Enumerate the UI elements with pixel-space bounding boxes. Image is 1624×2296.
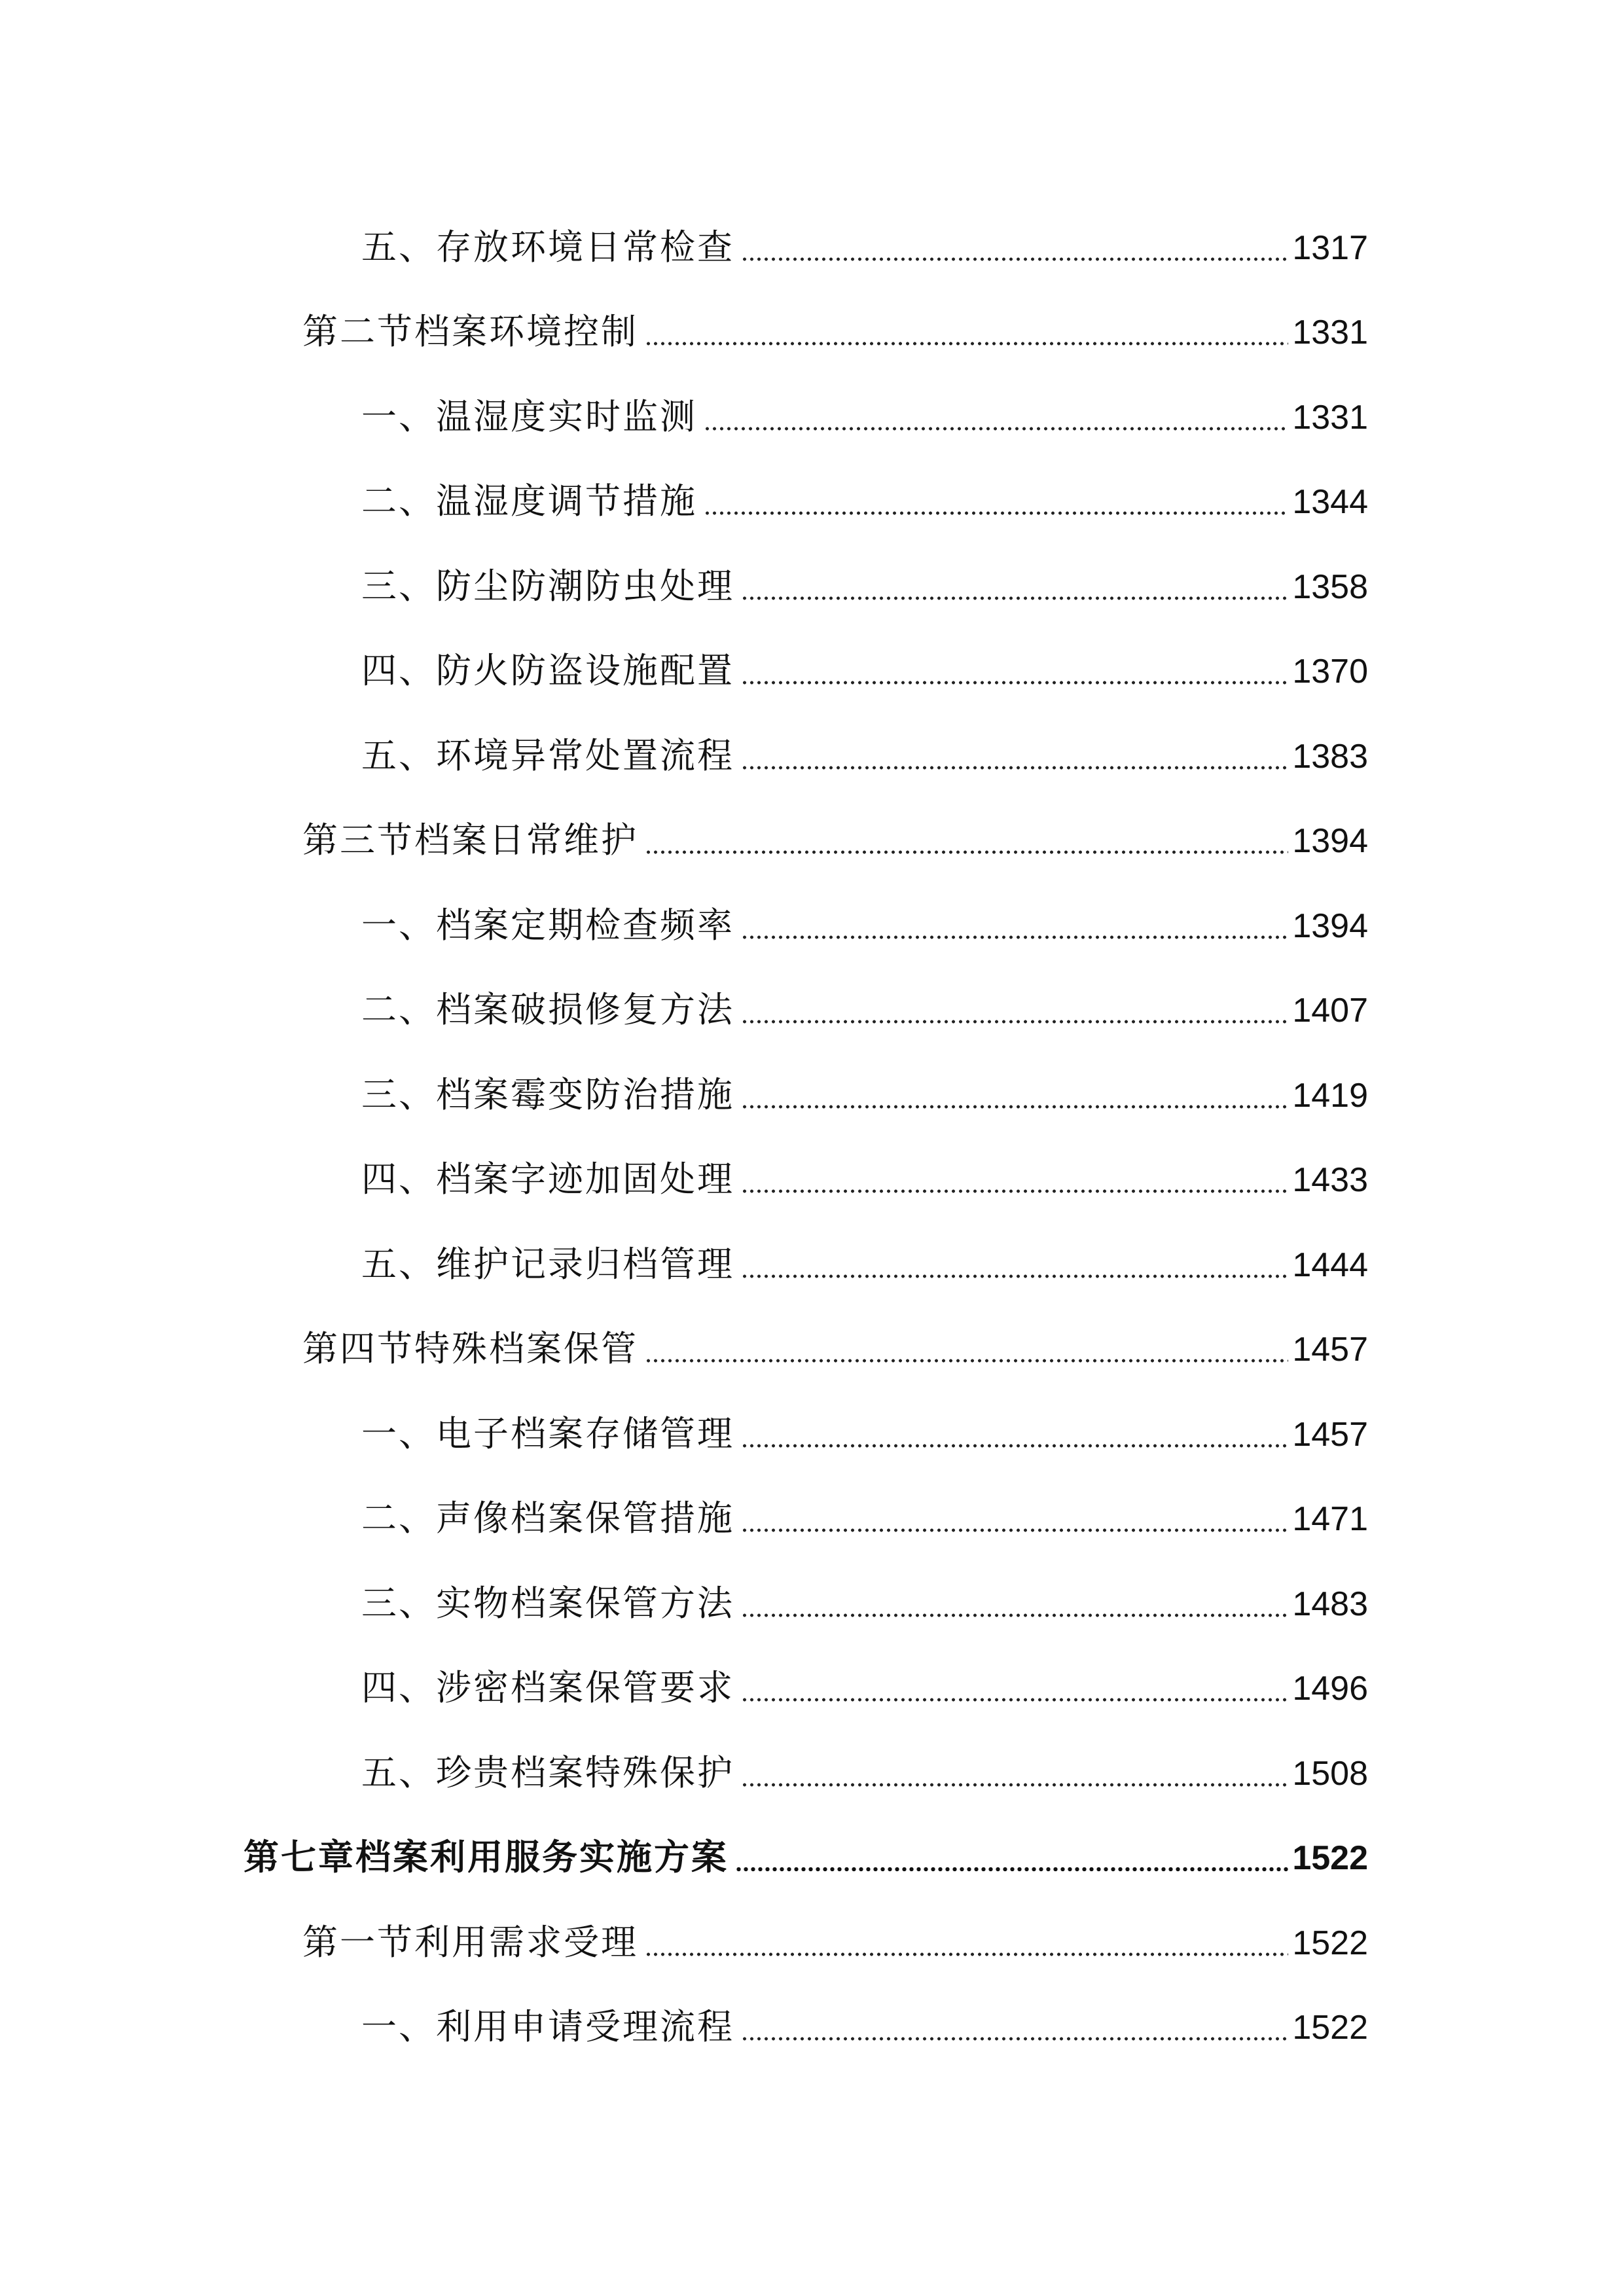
toc-entry-page: 1433 [1292,1161,1368,1199]
toc-dot-leader [741,766,1288,770]
toc-entry-title: 二、档案破损修复方法 [361,989,734,1030]
toc-entry[interactable] [361,884,1368,946]
toc-entry[interactable] [361,1732,1368,1791]
toc-dot-leader [741,2037,1288,2041]
toc-entry-page: 1407 [1292,992,1368,1030]
toc-entry-page: 1394 [1292,907,1368,945]
toc-entry-page: 1457 [1292,1416,1368,1454]
toc-entry[interactable] [361,376,1368,435]
toc-entry-title: 一、档案定期检查频率 [361,905,734,946]
toc-entry-page: 1383 [1292,738,1368,776]
toc-entry-page: 1457 [1292,1331,1368,1369]
toc-entry-title: 五、珍贵档案特殊保护 [361,1752,734,1793]
toc-entry[interactable] [361,715,1368,774]
toc-entry-page: 1317 [1292,229,1368,267]
toc-dot-leader [741,1698,1288,1702]
toc-dot-leader [741,1528,1288,1532]
toc-entry-title: 三、实物档案保管方法 [361,1583,734,1624]
toc-entry-page: 1483 [1292,1585,1368,1623]
toc-entry-title: 五、环境异常处置流程 [361,735,734,776]
toc-dot-leader [741,1613,1288,1617]
toc-entry[interactable] [361,1393,1368,1452]
toc-entry-page: 1394 [1292,822,1368,860]
toc-entry-page: 1496 [1292,1670,1368,1708]
toc-entry-page: 1331 [1292,314,1368,351]
toc-dot-leader [741,1274,1288,1278]
toc-entry-title: 五、存放环境日常检查 [361,226,734,268]
toc-entry-page: 1508 [1292,1755,1368,1793]
toc-entry-title: 第二节档案环境控制 [302,311,638,352]
toc-entry[interactable] [361,545,1368,607]
toc-entry[interactable] [302,799,1368,861]
toc-dot-leader [741,1020,1288,1024]
toc-entry[interactable] [361,1223,1368,1285]
toc-dot-leader [741,1105,1288,1109]
toc-entry[interactable] [302,1308,1368,1367]
toc-entry-page: 1358 [1292,568,1368,606]
toc-entry[interactable] [361,1054,1368,1113]
toc-entry-page: 1419 [1292,1077,1368,1115]
toc-entry-title: 四、涉密档案保管要求 [361,1667,734,1708]
toc-entry-title: 三、档案霉变防治措施 [361,1074,734,1115]
toc-entry-title: 一、温湿度实时监测 [361,396,697,437]
toc-entry-page: 1522 [1292,1839,1368,1877]
toc-dot-leader [735,1867,1288,1871]
toc-dot-leader [741,596,1288,600]
toc-entry-title: 五、维护记录归档管理 [361,1244,734,1285]
toc-dot-leader [645,1952,1288,1956]
toc-entry-title: 一、利用申请受理流程 [361,2006,734,2047]
toc-entry-page: 1522 [1292,2009,1368,2047]
toc-entry-title: 三、防尘防潮防虫处理 [361,565,734,607]
toc-entry-title: 一、电子档案存储管理 [361,1413,734,1454]
toc-dot-leader [741,1783,1288,1787]
toc-dot-leader [741,257,1288,261]
toc-entry[interactable] [361,1647,1368,1706]
toc-dot-leader [741,1189,1288,1193]
toc-entry-title: 第七章档案利用服务实施方案 [244,1837,729,1878]
toc-entry-page: 1444 [1292,1246,1368,1284]
toc-entry-page: 1331 [1292,399,1368,437]
toc-dot-leader [645,850,1288,854]
toc-entry-title: 第四节特殊档案保管 [302,1328,638,1369]
toc-entry-title: 第三节档案日常维护 [302,819,638,861]
toc-entry-page: 1370 [1292,653,1368,691]
toc-entry[interactable] [361,460,1368,522]
toc-entry-page: 1471 [1292,1500,1368,1538]
toc-entry[interactable] [361,630,1368,689]
toc-entry[interactable] [361,969,1368,1028]
toc-entry[interactable] [361,206,1368,268]
toc-entry[interactable] [302,1901,1368,1963]
toc-dot-leader [741,935,1288,939]
toc-entry-title: 四、档案字迹加固处理 [361,1158,734,1200]
toc-dot-leader [645,342,1288,346]
toc-dot-leader [741,681,1288,685]
toc-entry[interactable] [361,1562,1368,1624]
toc-entry[interactable] [244,1816,1368,1878]
toc-entry[interactable] [302,291,1368,350]
toc-entry[interactable] [361,1477,1368,1539]
toc-entry-title: 四、防火防盗设施配置 [361,650,734,691]
toc-dot-leader [741,1444,1288,1448]
toc-entry-title: 二、温湿度调节措施 [361,480,697,522]
toc-entry[interactable] [361,1138,1368,1200]
toc-entry[interactable] [361,1986,1368,2045]
toc-entry-title: 二、声像档案保管措施 [361,1498,734,1539]
toc-dot-leader [704,511,1288,515]
toc-entry-title: 第一节利用需求受理 [302,1922,638,1963]
toc-entry-page: 1522 [1292,1924,1368,1962]
toc-dot-leader [645,1359,1288,1363]
toc-entry-page: 1344 [1292,483,1368,521]
toc-dot-leader [704,427,1288,431]
